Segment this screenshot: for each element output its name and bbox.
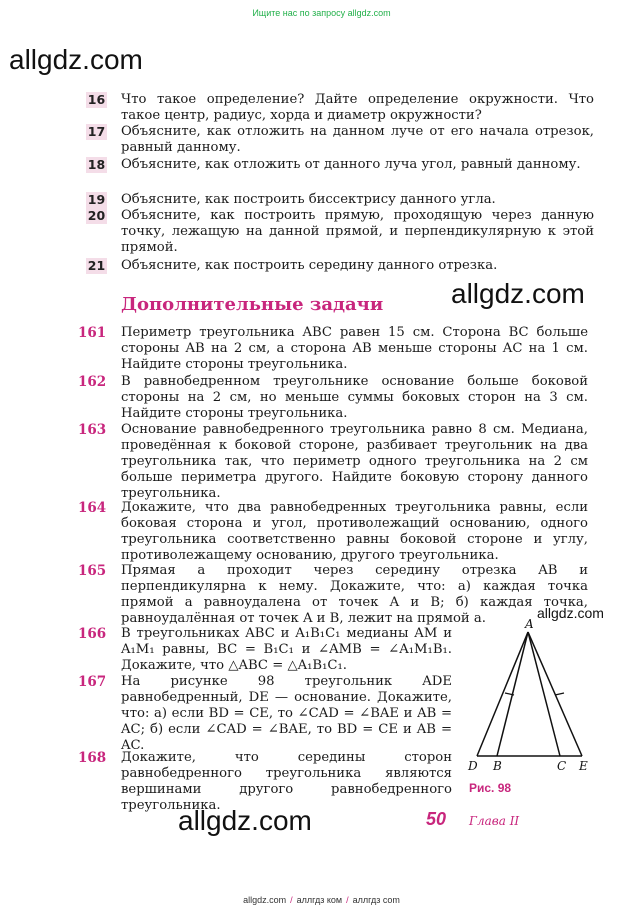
problem-item [78,374,588,422]
problem-number: 161 [78,325,107,341]
figure-caption: Рис. 98 [469,781,512,795]
problem-text: В равнобедренном треугольнике основание больше боковой стороны на 2 см, но меньше суммы боковых сторон на 3 см. Найдите стороны треугольника. [121,374,588,421]
question-text: Объясните, как отложить от данного луча угол, равный данному. [121,157,581,172]
label-C: C [557,759,567,773]
label-B: B [493,759,502,773]
question-text: Объясните, как построить биссектрису данного угла. [121,192,496,207]
watermark: allgdz.com [178,805,312,836]
side-AD [477,632,528,756]
figure-98-triangle-diagram [462,614,598,776]
segment-AB [497,632,528,756]
question-item [86,92,594,124]
bottom-link[interactable]: allgdz.com [243,895,287,905]
section-title: Дополнительные задачи [121,294,384,315]
tick-mark [555,693,564,695]
question-number: 16 [87,92,106,107]
problem-number: 168 [78,750,107,766]
question-item [86,124,594,156]
problem-text: В треугольниках ABC и A₁B₁C₁ медианы AM и A₁M₁ равны, BC = B₁C₁ и ∠AMB = ∠A₁M₁B₁. Докажите, что △ABC = △A₁B₁C₁. [121,626,452,673]
problem-number: 166 [78,626,107,642]
question-text: Объясните, как построить прямую, проходящую через данную точку, лежащую на данной прямой, и перпендикулярную к этой прямой. [121,208,594,255]
question-text: Объясните, как построить середину данного отрезка. [121,258,498,273]
bottom-link[interactable]: аллгдз com [352,895,400,905]
question-number: 19 [87,192,106,207]
problem-text: Основание равнобедренного треугольника равно 8 см. Медиана, проведённая к боковой стороне, разбивает треугольник на два треугольника так, что периметр одного треугольника на 2 см больше периметра другого. Найдите боковую сторону данного треугольника. [121,422,588,501]
problem-text: Докажите, что два равнобедренных треугольника равны, если боковая сторона и угол, противолежащий основанию, одного треугольника соответственно равны боковой стороне и углу, противолежащему основанию, другого треугольника. [121,500,588,563]
question-number: 17 [87,124,106,139]
question-text: Объясните, как отложить на данном луче от его начала отрезок, равный данному. [121,124,594,155]
page-number: 50 [426,809,447,829]
bottom-link[interactable]: аллгдз ком [296,895,343,905]
problem-number: 162 [78,374,107,390]
bottom-links: allgdz.com / аллгдз ком / аллгдз com [243,895,400,905]
problem-number: 165 [78,563,107,579]
problem-text: На рисунке 98 треугольник ADE равнобедренный, DE — основание. Докажите, что: а) если BD = CE, то ∠CAD = ∠BAE и AB = AC; б) если ∠CAD = ∠BAE, то BD = CE и AB = AC. [121,674,452,753]
question-item [86,208,594,256]
question-item [86,192,594,208]
problem-number: 164 [78,500,107,516]
problem-text: Докажите, что середины сторон равнобедренного треугольника являются вершинами другого равнобедренного треугольника. [121,750,452,813]
problem-item [78,422,588,502]
label-E: E [579,759,588,773]
problem-item [78,325,588,373]
problem-number: 167 [78,674,107,690]
problem-text: Периметр треугольника ABC равен 15 см. Сторона BC больше стороны AB на 2 см, а сторона AB меньше стороны AC на 1 см. Найдите стороны треугольника. [121,325,588,372]
watermark: allgdz.com [537,605,604,621]
problem-text: Прямая a проходит через середину отрезка AB и перпендикулярна к нему. Докажите, что: а) каждая точка прямой a равноудалена от точек A и B; б) каждая точка, равноудалённая от точек A и B, лежит на прямой a. [121,563,588,626]
question-number: 18 [87,157,106,172]
problem-number: 163 [78,422,107,438]
question-text: Что такое определение? Дайте определение окружности. Что такое центр, радиус, хорда и диаметр окружности? [121,92,594,123]
problem-item [78,626,452,674]
top-search-link[interactable]: Ищите нас по запросу allgdz.com [252,8,391,18]
watermark: allgdz.com [9,44,143,75]
question-item [86,258,594,274]
chapter-label: Глава II [469,814,520,828]
problem-item [78,500,588,564]
question-item [86,157,594,173]
problem-item [78,750,452,814]
question-number: 20 [87,208,106,223]
label-D: D [468,759,478,773]
problem-item [78,674,452,754]
label-A: A [525,617,534,631]
watermark: allgdz.com [451,278,585,309]
question-number: 21 [87,258,106,273]
